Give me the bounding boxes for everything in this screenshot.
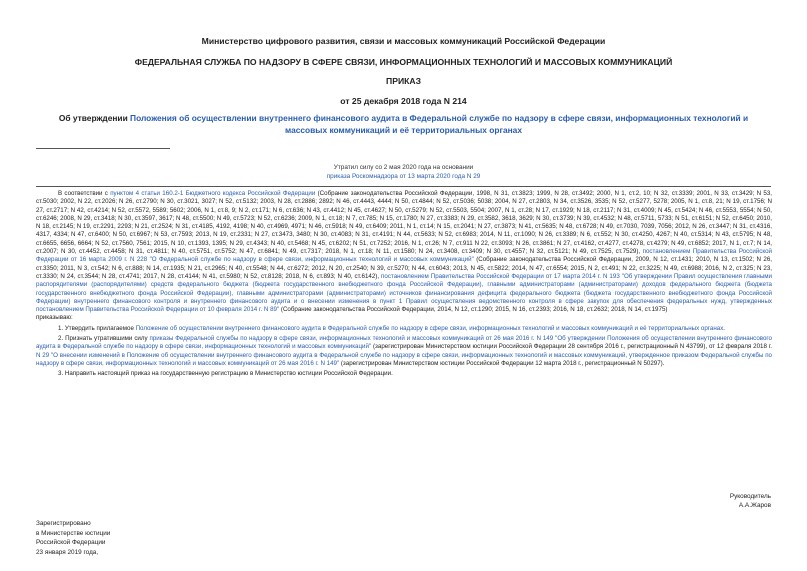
- title-prefix: Об утверждении: [58, 113, 131, 123]
- registration-line: Зарегистрировано: [36, 520, 91, 527]
- paragraph-item-1: [36, 325, 772, 333]
- ministry-name: Министерство цифрового развития, связи и массовых коммуникаций Российской Федерации: [201, 36, 606, 46]
- divider-long: [36, 186, 771, 187]
- text-run: (Собрание законодательства Российской Федерации, 2009, N 12, ст.1431; 2010, N 13, ст.1502; N 26, ст.3350; 2011, N 3, ст.542; N 6, ст.888; N 14, ст.1935; N 21, ст.2965; N 40, ст.5548; N 44, ст.6272; 2012, N 20, ст.2540; N 39, ст.5270; N 44, ст.6043; 2013, N 45, ст.5822; 2014, N 47, ст.6554; 2015, N 2, ст.491; N 22, ст.3225; N 49, ст.6988; 2016, N 2, ст.325; N 23, ст.3330; N 24, ст.3544; N 28, ст.4741; 2017, N 28, ст.4144; N 41, ст.5980; N 52, ст.8128; 2018, N 6, ст.893; N 40, ст.6142),: [36, 256, 772, 280]
- document-type: ПРИКАЗ: [386, 76, 421, 86]
- text-run: (Собрание законодательства Российской Федерации, 1998, N 31, ст.3823; 1999, N 28, ст.3492; 2000, N 1, ст.2, 10; N 32, ст.3339; 2001, N 33, ст.3429; N 53, ст.5030; 2002, N 22, ст.2026; N 26, ст.2790; N 30, ст.3021, 3027; N 52, ст.5132; 2003, N 28, ст.2886; 2892; N 46, ст.4443, 4444; N 50, ст.4844; N 52, ст.5036; 5038; 2004, N 27, ст.2803, N 34, ст.3526, 3535; N 52, ст.5277, 5278; 2005, N 1, ст.8, 21; N 19, ст.1756; N 27, ст.2717; N 42, ст.4214; N 52, ст.5572, 5589; 5602; 2006, N 1, ст.8, 9; N 2, ст.171; N 6, ст.636; N 43, ст.4412; N 45, ст.4627; N 50, ст.5279; N 52, ст.5503, 5504; 2007, N 1, ст.28; N 17, ст.1929; N 18, ст.2117; N 31, ст.4009; N 45, ст.5424; N 46, ст.5553, 5554; N 50, ст.6246; 2008, N 29, ст.3418; N 30, ст.3597, 3617; N 48, ст.5500; N 49, ст.5723; N 52, ст.6236; 2009, N 1, ст.18; N 7, ст.785; N 15, ст.1780; N 27, ст.3383; N 29, ст.3582, 3618, 3629; N 30, ст.3739; N 39, ст.4532; N 48, ст.5711, 5733; N 51, ст.6151; N 52, ст.6450; 2010, N 18, ст.2145; N 19, ст.2291, 2293; N 21, ст.2524; N 31, ст.4185, 4192, 4198; N 40, ст.4969, 4971; N 46, ст.5918; N 49, ст.6409; 2011, N 1, ст.14; N 15, ст.2041; N 27, ст.3873; N 41, ст.5635; N 48, ст.6728; N 49, ст.7030, 7039, 7056; 2012, N 26, ст.3447; N 31, ст.4316, 4317, 4334; N 47, ст.6400; N 50, ст.6967; N 53, ст.7593; 2013, N 19, ст.2331; N 27, ст.3473, 3480; N 30, ст.4083; N 31, ст.4191; N 44, ст.5633; N 52, ст.6983; 2014, N 11, ст.1090; N 26, ст.3389; N 6, ст.552; N 30, ст.4250, 4267; N 40, ст.5314; N 43, ст.5795; N 48, ст.6655, 6656, 6664; N 52, ст.7560, 7561; 2015, N 10, ст.1393, 1395; N 29, ст.4343; N 40, ст.5468; N 45, ст.6202; N 51, ст.7252; 2016, N 1, ст.26; N 7, ст.911 N 22, ст.3093; N 26, ст.3861; N 27, ст.4162, ст.4277, ст.4278, ст.4279; N 49, ст.6852; 2017, N 1, ст.7; N 14, ст.2007; N 30, ст.4452, ст.4458; N 31, ст.4811; N 40, ст.5751, ст.5752; N 47, ст.6841; N 49, ст.7317; 2018, N 1, ст.18; N 11, ст.1580; N 24, ст.3408, ст.3409; N 30, ст.4557; N 32, ст.5121; N 49, ст.7525, ст.7529),: [36, 190, 773, 256]
- registration-line: в Министерстве юстиции: [36, 529, 111, 537]
- link-decree-193[interactable]: постановлением Правительства Российской Федерации от 17 марта 2014 г. N 193 "Об утверждении Правил осуществления главными распорядителями (распорядителями) средств федерального бюджета (бюджета государственного внебюджетного фонда Российской Федерации), главными администраторами (администраторами) доходов федерального бюджета (бюджета государственного внебюджетного фонда Российской Федерации), главными администраторами (администраторами) источников финансирования дефицита федерального бюджета (бюджета государственного внебюджетного фонда Российской Федерации) внутреннего финансового контроля и внутреннего финансового аудита и о внесении изменения в пункт 1 Правил осуществления ведомственного контроля в сфере закупок для обеспечения федеральных нужд, утвержденных постановлением Правительства Российской Федерации от 10 февраля 2014 г. N 89": [36, 272, 772, 314]
- signer-position: Руководитель: [729, 493, 771, 500]
- status-link[interactable]: приказа Роскомнадзора от 13 марта 2020 года N 29: [326, 172, 481, 180]
- status-note: [0, 164, 807, 181]
- registration-block: [36, 519, 110, 557]
- signature-block: [730, 492, 771, 510]
- order-word: приказываю:: [36, 314, 73, 322]
- text-run: 2. Признать утратившими силу: [58, 335, 150, 343]
- document-title: [40, 113, 767, 136]
- text-run: (Собрание законодательства Российской Федерации, 2014, N 12, ст.1290; 2015, N 16, ст.2393; 2016, N 18, ст.2632; 2018, N 14, ст.1975): [279, 306, 668, 314]
- text-run: .: [723, 324, 726, 332]
- text-run: (зарегистрирован Министерством юстиции Российской Федерации 12 марта 2018 г., регистрационный N 50297).: [339, 359, 665, 367]
- signer-name: А.А.Жаров: [738, 502, 771, 509]
- link-order-29[interactable]: N 29 "О внесении изменений в Положение об осуществлении внутреннего финансового аудита в Федеральной службе по надзору в сфере связи, информационных технологий и массовых коммуникаций, утвержденное приказом Федеральной службы по надзору в сфере связи, информационных технологий и массовых коммуникаций от 26 мая 2016 г. N 149": [36, 351, 772, 367]
- registration-line: Российской Федерации: [36, 539, 106, 547]
- text-run: В соответствии с: [58, 190, 111, 197]
- document-date-number: от 25 декабря 2018 года N 214: [340, 96, 467, 106]
- link-order-149[interactable]: приказы Федеральной службы по надзору в сфере связи, информационных технологий и массовых коммуникаций от 26 мая 2016 г. N 149 "Об утверждении Положения об осуществлении внутреннего финансового аудита в Федеральной службе по надзору в сфере связи, информационных технологий и массовых коммуникаций": [36, 335, 772, 351]
- text-run: (зарегистрирован Министерством юстиции Российской Федерации 28 сентября 2016 г., регистрационный N 43799), от 12 февраля 2018 г.: [371, 343, 772, 351]
- service-name: ФЕДЕРАЛЬНАЯ СЛУЖБА ПО НАДЗОРУ В СФЕРЕ СВЯЗИ, ИНФОРМАЦИОННЫХ ТЕХНОЛОГИЙ И МАССОВЫХ КОММУНИКАЦИЙ: [134, 57, 673, 67]
- link-budget-code[interactable]: пунктом 4 статьи 160.2-1 Бюджетного кодекса Российской Федерации: [110, 190, 316, 197]
- link-regulation[interactable]: Положение об осуществлении внутреннего финансового аудита в Федеральной службе по надзору в сфере связи, информационных технологий и массовых коммуникаций и её территориальных органах: [135, 324, 724, 332]
- document-body: [36, 190, 772, 379]
- paragraph-item-2: [36, 335, 772, 368]
- title-link[interactable]: Положения об осуществлении внутреннего финансового аудита в Федеральной службе по надзору в сфере связи, информационных технологий и массовых коммуникаций и её территориальных органах: [130, 113, 749, 135]
- status-line: Утратил силу со 2 мая 2020 года на основании: [333, 164, 474, 171]
- registration-date: 23 января 2019 года,: [36, 548, 99, 556]
- divider-short: [36, 148, 170, 149]
- link-decree-228[interactable]: постановлением Правительства Российской Федерации от 16 марта 2009 г. N 228 "О Федеральной службе по надзору в сфере связи, информационных технологий и массовых коммуникаций": [36, 248, 772, 264]
- paragraph-basis: [36, 190, 772, 314]
- paragraph-item-3: 3. Направить настоящий приказ на государственную регистрацию в Министерство юстиции Российской Федерации.: [58, 370, 393, 378]
- text-run: 1. Утвердить прилагаемое: [58, 324, 136, 332]
